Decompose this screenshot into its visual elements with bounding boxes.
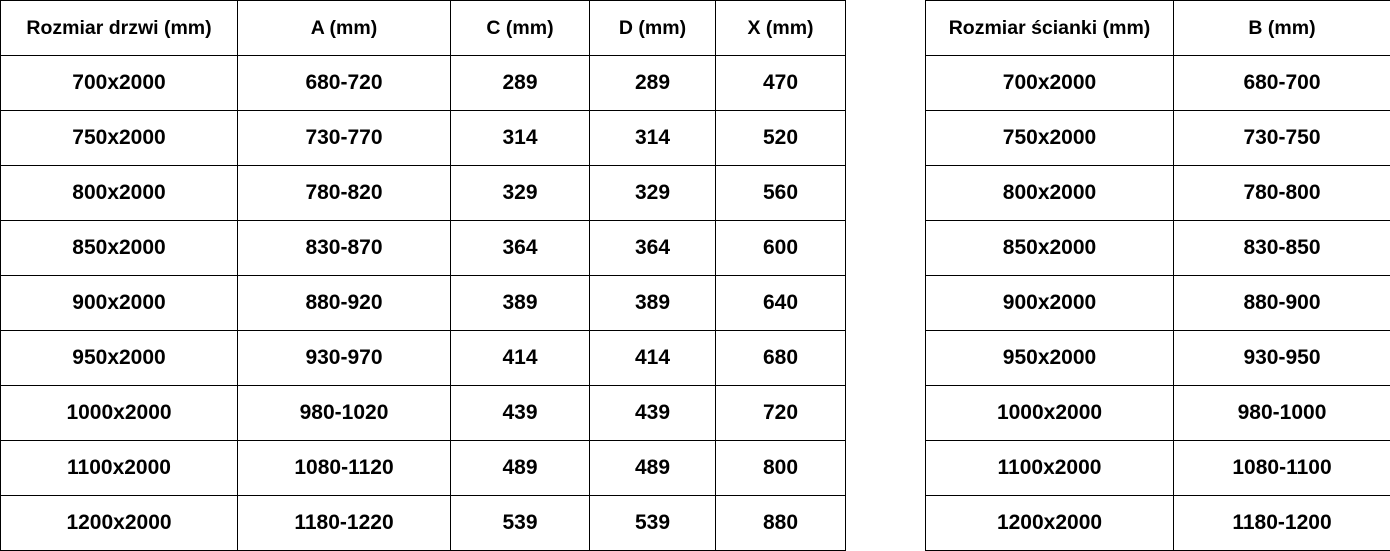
cell-wall-size: 1000x2000 <box>926 386 1174 441</box>
cell-wall-size: 1200x2000 <box>926 496 1174 551</box>
cell-door-size: 800x2000 <box>1 166 238 221</box>
cell-a: 980-1020 <box>238 386 451 441</box>
table-header-row <box>1 1 846 56</box>
table-row <box>926 166 1390 221</box>
table-row <box>1 331 846 386</box>
cell-door-size: 900x2000 <box>1 276 238 331</box>
table-row <box>1 276 846 331</box>
cell-a: 830-870 <box>238 221 451 276</box>
cell-door-size: 750x2000 <box>1 111 238 166</box>
cell-d: 489 <box>590 441 716 496</box>
column-header-b: B (mm) <box>1174 1 1390 56</box>
cell-c: 414 <box>451 331 590 386</box>
cell-c: 289 <box>451 56 590 111</box>
cell-d: 329 <box>590 166 716 221</box>
cell-wall-size: 800x2000 <box>926 166 1174 221</box>
cell-a: 780-820 <box>238 166 451 221</box>
cell-c: 364 <box>451 221 590 276</box>
cell-c: 439 <box>451 386 590 441</box>
cell-b: 780-800 <box>1174 166 1390 221</box>
table-header-row <box>926 1 1390 56</box>
cell-a: 1180-1220 <box>238 496 451 551</box>
cell-x: 470 <box>716 56 846 111</box>
table-row <box>926 221 1390 276</box>
table-row <box>1 56 846 111</box>
cell-d: 314 <box>590 111 716 166</box>
cell-c: 329 <box>451 166 590 221</box>
cell-x: 880 <box>716 496 846 551</box>
cell-d: 364 <box>590 221 716 276</box>
wall-dimensions-table-wrapper <box>925 0 1390 551</box>
cell-b: 830-850 <box>1174 221 1390 276</box>
cell-b: 1180-1200 <box>1174 496 1390 551</box>
cell-a: 680-720 <box>238 56 451 111</box>
cell-door-size: 850x2000 <box>1 221 238 276</box>
table-row <box>926 276 1390 331</box>
cell-d: 414 <box>590 331 716 386</box>
cell-wall-size: 950x2000 <box>926 331 1174 386</box>
cell-x: 600 <box>716 221 846 276</box>
table-row <box>926 496 1390 551</box>
wall-dimensions-table <box>925 0 1390 551</box>
cell-x: 800 <box>716 441 846 496</box>
cell-c: 389 <box>451 276 590 331</box>
column-header-d: D (mm) <box>590 1 716 56</box>
column-header-c: C (mm) <box>451 1 590 56</box>
cell-d: 539 <box>590 496 716 551</box>
cell-a: 730-770 <box>238 111 451 166</box>
cell-c: 489 <box>451 441 590 496</box>
doors-table-body <box>1 56 846 551</box>
cell-a: 880-920 <box>238 276 451 331</box>
table-row <box>1 441 846 496</box>
cell-c: 314 <box>451 111 590 166</box>
cell-wall-size: 900x2000 <box>926 276 1174 331</box>
cell-b: 730-750 <box>1174 111 1390 166</box>
cell-d: 439 <box>590 386 716 441</box>
cell-b: 880-900 <box>1174 276 1390 331</box>
table-row <box>1 111 846 166</box>
cell-x: 640 <box>716 276 846 331</box>
cell-a: 930-970 <box>238 331 451 386</box>
wall-table-head <box>926 1 1390 56</box>
column-header-wall-size: Rozmiar ścianki (mm) <box>926 1 1174 56</box>
cell-b: 1080-1100 <box>1174 441 1390 496</box>
table-row <box>926 441 1390 496</box>
cell-a: 1080-1120 <box>238 441 451 496</box>
cell-wall-size: 850x2000 <box>926 221 1174 276</box>
cell-d: 389 <box>590 276 716 331</box>
cell-b: 980-1000 <box>1174 386 1390 441</box>
cell-wall-size: 1100x2000 <box>926 441 1174 496</box>
cell-wall-size: 750x2000 <box>926 111 1174 166</box>
table-row <box>1 221 846 276</box>
cell-d: 289 <box>590 56 716 111</box>
column-header-door-size: Rozmiar drzwi (mm) <box>1 1 238 56</box>
cell-x: 560 <box>716 166 846 221</box>
table-row <box>926 56 1390 111</box>
table-row <box>926 386 1390 441</box>
column-header-x: X (mm) <box>716 1 846 56</box>
cell-door-size: 1000x2000 <box>1 386 238 441</box>
table-row <box>1 166 846 221</box>
cell-wall-size: 700x2000 <box>926 56 1174 111</box>
table-row <box>1 386 846 441</box>
cell-door-size: 950x2000 <box>1 331 238 386</box>
table-row <box>926 111 1390 166</box>
wall-table-body <box>926 56 1390 551</box>
table-row <box>1 496 846 551</box>
doors-table-head <box>1 1 846 56</box>
cell-b: 680-700 <box>1174 56 1390 111</box>
cell-x: 680 <box>716 331 846 386</box>
table-row <box>926 331 1390 386</box>
cell-door-size: 1100x2000 <box>1 441 238 496</box>
cell-x: 520 <box>716 111 846 166</box>
cell-door-size: 700x2000 <box>1 56 238 111</box>
cell-x: 720 <box>716 386 846 441</box>
column-header-a: A (mm) <box>238 1 451 56</box>
cell-door-size: 1200x2000 <box>1 496 238 551</box>
cell-c: 539 <box>451 496 590 551</box>
cell-b: 930-950 <box>1174 331 1390 386</box>
